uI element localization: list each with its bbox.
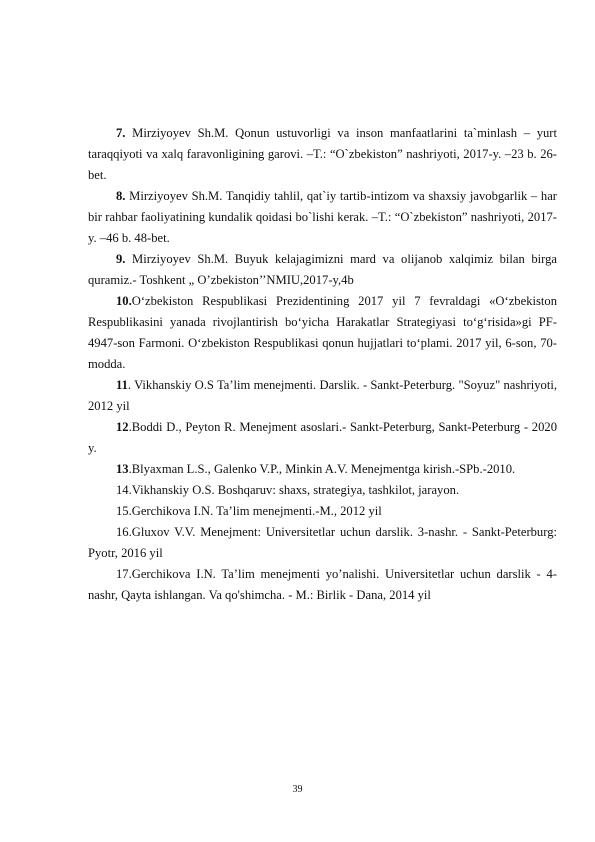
reference-number: 16. <box>116 525 132 539</box>
reference-item <box>88 501 557 522</box>
page-number: 39 <box>292 784 303 795</box>
reference-item <box>88 123 557 186</box>
reference-number: 15. <box>116 504 132 518</box>
reference-item <box>88 417 557 459</box>
reference-number: 10. <box>116 294 132 308</box>
reference-text: Mirziyoyev Sh.M. Qonun ustuvorligi va inson manfaatlarini ta`minlash – yurt taraqqiyoti va xalq faravonligining garovi. –T.: “O`zbekiston” nashriyoti, 2017-y. –23 b. 26-bet. <box>88 126 557 182</box>
reference-item <box>88 249 557 291</box>
reference-text: .Blyaxman L.S., Galenko V.P., Minkin A.V. Menejmentga kirish.-SPb.-2010. <box>128 462 516 476</box>
reference-text: .Boddi D., Peyton R. Menejment asoslari.- Sankt-Peterburg, Sankt-Peterburg - 2020 y. <box>88 420 557 455</box>
reference-number: 11 <box>116 378 128 392</box>
reference-number: 17. <box>116 567 132 581</box>
reference-number: 7. <box>116 126 126 140</box>
reference-text: Mirziyoyev Sh.M. Tanqidiy tahlil, qat`iy tartib-intizom va shaxsiy javobgarlik – har bir rahbar faoliyatining kundalik qoidasi bo`lishi kerak. –T.: “O`zbekiston” nashriyoti, 2017-y. –46 b. 48-bet. <box>88 189 557 245</box>
reference-item <box>88 564 557 606</box>
reference-text: Gluxov V.V. Menejment: Universitetlar uchun darslik. 3-nashr. - Sankt-Peterburg: Pyotr, 2016 yil <box>88 525 557 560</box>
reference-text: . Vikhanskiy O.S Ta’lim menejmenti. Darslik. - Sankt-Peterburg. "Soyuz" nashriyoti, 2012 yil <box>88 378 557 413</box>
reference-text: O‘zbekiston Respublikasi Prezidentining 2017 yil 7 fevraldagi «O‘zbekiston Respublikasini yanada rivojlantirish bo‘yicha Harakatlar Strategiyasi to‘g‘risida»gi PF-4947-son Farmoni. O‘zbekiston Respublikasi qonun hujjatlari to‘plami. 2017 yil, 6-son, 70-modda. <box>88 294 557 371</box>
reference-number: 12 <box>116 420 129 434</box>
reference-item <box>88 522 557 564</box>
reference-number: 14. <box>116 483 132 497</box>
reference-item <box>88 291 557 375</box>
reference-text: Mirziyoyev Sh.M. Buyuk kelajagimizni mard va olijanob xalqimiz bilan birga quramiz.- Toshkent „ O’zbekiston’’NMIU,2017-y,4b <box>88 252 557 287</box>
reference-item <box>88 480 557 501</box>
reference-list <box>88 123 557 606</box>
reference-item <box>88 186 557 249</box>
reference-text: Gerchikova I.N. Ta’lim menejmenti yo’nalishi. Universitetlar uchun darslik - 4-nashr, Qayta ishlangan. Va qo'shimcha. - M.: Birlik - Dana, 2014 yil <box>88 567 557 602</box>
reference-item <box>88 459 557 480</box>
reference-item <box>88 375 557 417</box>
reference-number: 13 <box>116 462 129 476</box>
reference-text: Gerchikova I.N. Ta’lim menejmenti.-M., 2012 yil <box>131 504 382 518</box>
reference-number: 9. <box>116 252 126 266</box>
reference-number: 8. <box>116 189 126 203</box>
reference-text: Vikhanskiy O.S. Boshqaruv: shaxs, strategiya, tashkilot, jarayon. <box>131 483 460 497</box>
